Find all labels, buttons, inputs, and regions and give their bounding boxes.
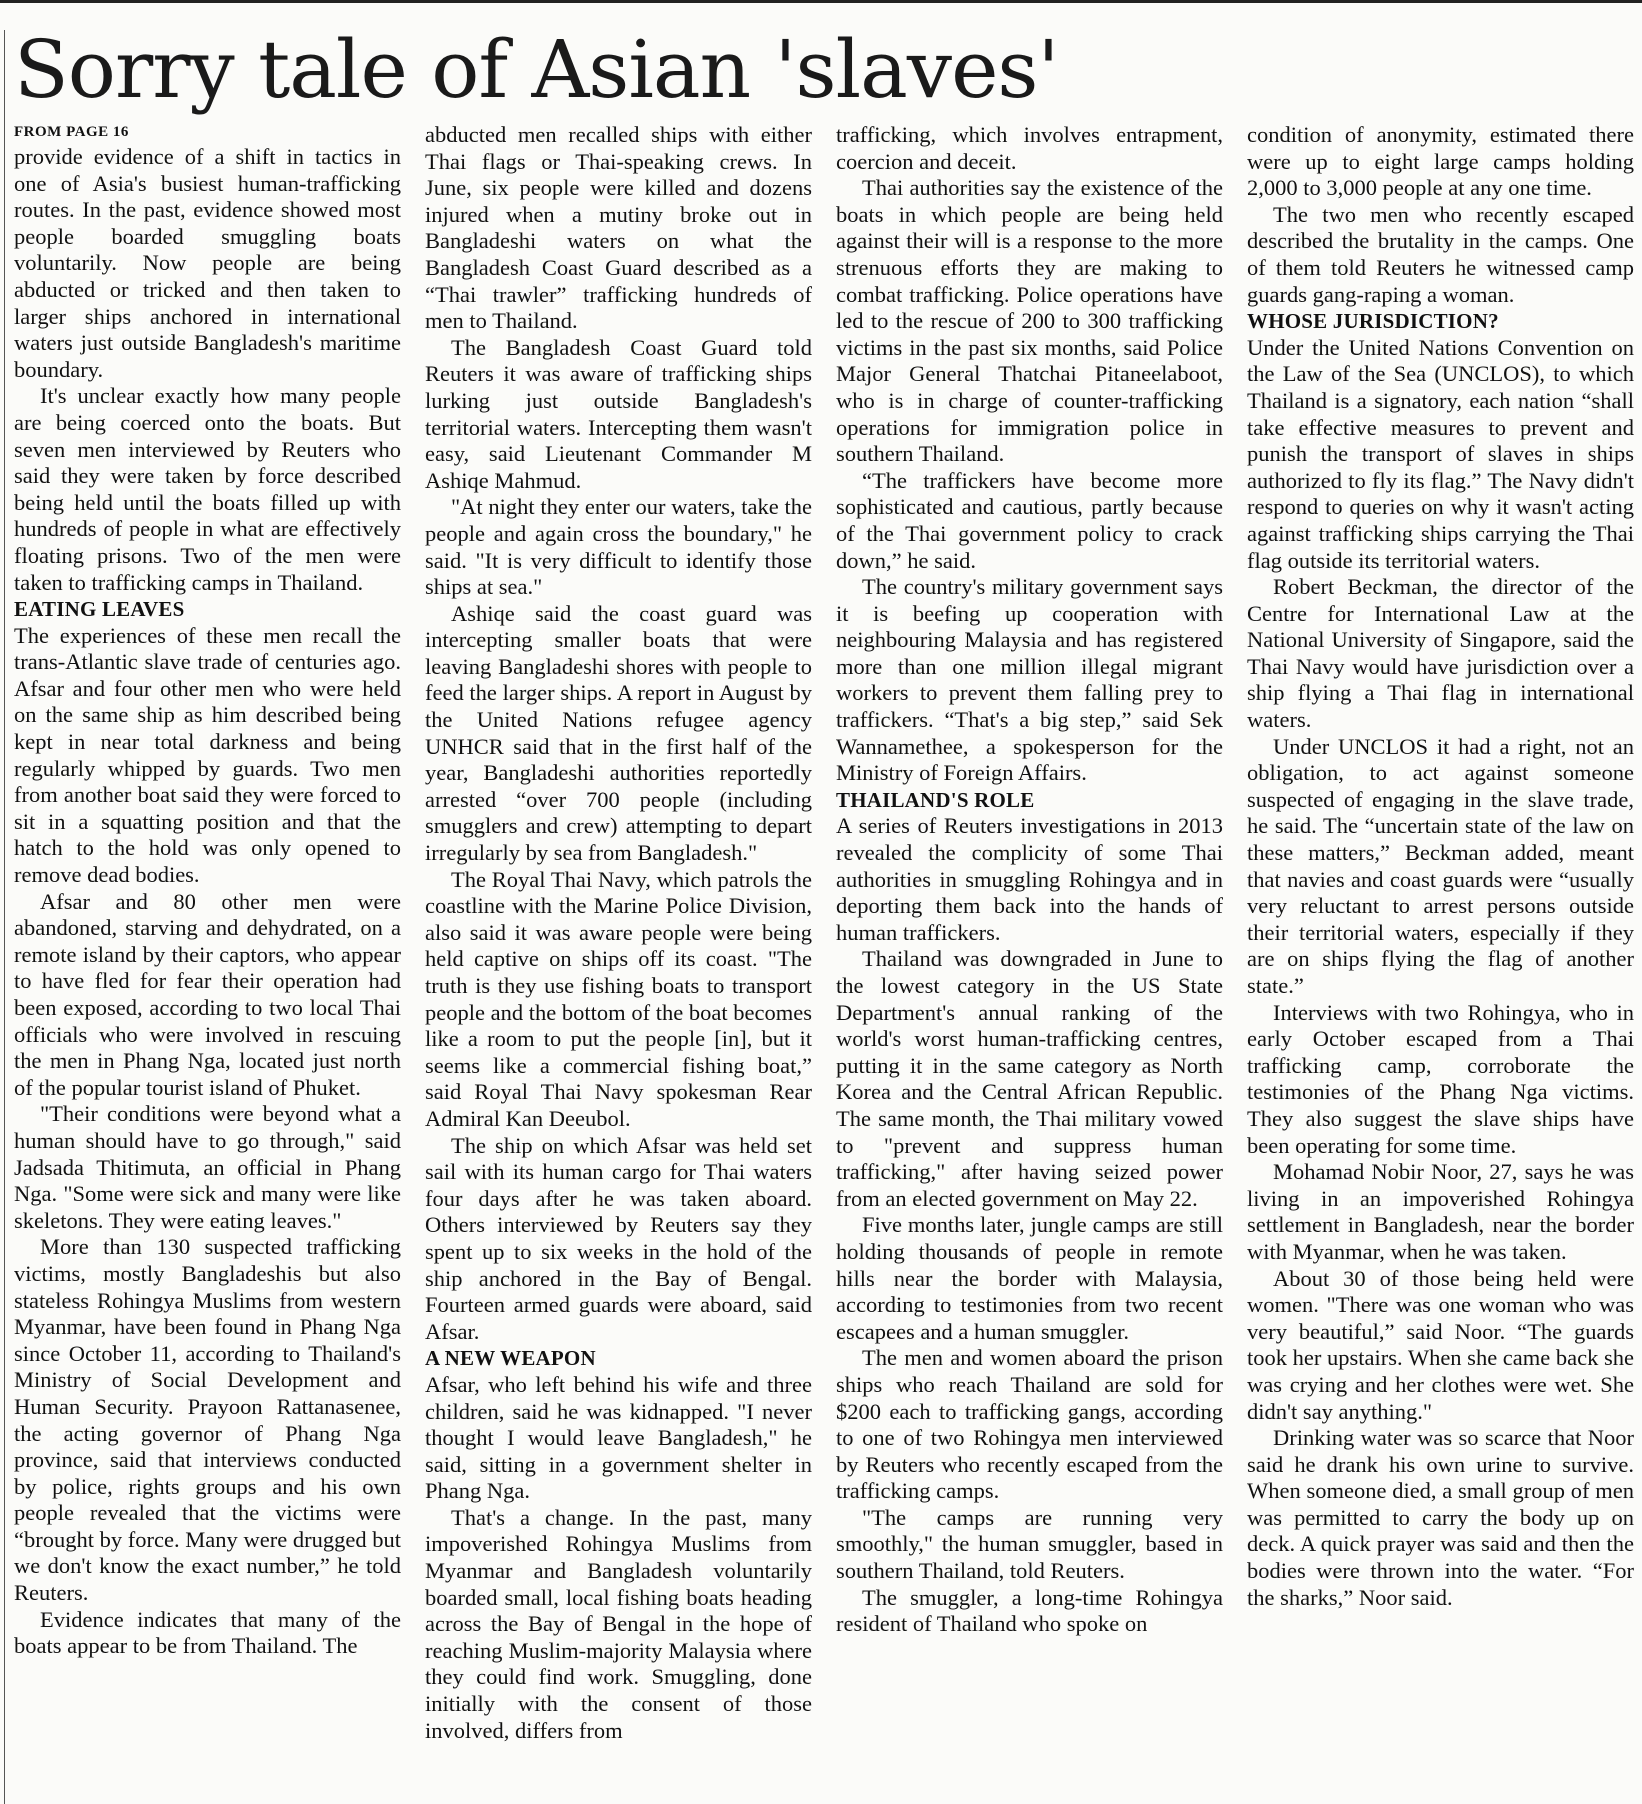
- column-4: [1247, 122, 1634, 1804]
- article-body: [14, 122, 1636, 1804]
- paragraph: That's a change. In the past, many impoverished Rohingya Muslims from Myanmar and Bangladesh voluntarily boarded small, local fishing boats heading across the Bay of Bengal in the hope of reaching Muslim-majority Malaysia where they could find work. Smuggling, done initially with the consent of those involved, differs from: [425, 1504, 812, 1743]
- continuation-label: FROM PAGE 16: [14, 124, 129, 140]
- paragraph: The experiences of these men recall the trans-Atlantic slave trade of centuries ago. Afsar and four other men who were held on the same ship as him described being kept in near total darkness and being regularly whipped by guards. Two men from another boat said they were forced to sit in a squatting position and that the hatch to the hold was only opened to remove dead bodies.: [14, 622, 401, 888]
- paragraph: Ashiqe said the coast guard was intercepting smaller boats that were leaving Bangladeshi shores with people to feed the larger ships. A report in August by the United Nations refugee agency UNHCR said that in the first half of the year, Bangladeshi authorities reportedly arrested “over 700 people (including smugglers and crew) attempting to depart irregularly by sea from Bangladesh.": [425, 600, 812, 866]
- paragraph: abducted men recalled ships with either Thai flags or Thai-speaking crews. In June, six people were killed and dozens injured when a mutiny broke out in Bangladeshi waters on what the Bangladesh Coast Guard described as a “Thai trawler” trafficking hundreds of men to Thailand.: [425, 122, 812, 334]
- paragraph: Under the United Nations Convention on the Law of the Sea (UNCLOS), to which Thailand is a signatory, each nation “shall take effective measures to prevent and punish the transport of slaves in ships authorized to fly its flag.” The Navy didn't respond to queries on why it wasn't acting against trafficking ships carrying the Thai flag outside its territorial waters.: [1247, 334, 1634, 573]
- paragraph: Afsar and 80 other men were abandoned, starving and dehydrated, on a remote island by their captors, who appear to have fled for fear their operation had been exposed, according to two local Thai officials who were involved in rescuing the men in Phang Nga, located just north of the popular tourist island of Phuket.: [14, 888, 401, 1100]
- subheading: WHOSE JURISDICTION?: [1247, 309, 1499, 334]
- paragraph: Drinking water was so scarce that Noor said he drank his own urine to survive. When someone died, a small group of men was permitted to carry the body up on deck. A quick prayer was said and then the bodies were thrown into the water. “For the sharks,” Noor said.: [1247, 1425, 1634, 1610]
- paragraph: Evidence indicates that many of the boats appear to be from Thailand. The: [14, 1606, 401, 1659]
- headline: Sorry tale of Asian 'slaves': [14, 23, 1059, 116]
- paragraph: The Bangladesh Coast Guard told Reuters it was aware of trafficking ships lurking just outside Bangladesh's territorial waters. Intercepting them wasn't easy, said Lieutenant Commander M Ashiqe Mahmud.: [425, 334, 812, 493]
- paragraph: Thai authorities say the existence of the boats in which people are being held against their will is a response to the more strenuous efforts they are making to combat trafficking. Police operations have led to the rescue of 200 to 300 trafficking victims in the past six months, said Police Major General Thatchai Pitaneelaboot, who is in charge of counter-trafficking operations for immigration police in southern Thailand.: [836, 175, 1223, 467]
- paragraph: "The camps are running very smoothly," the human smuggler, based in southern Thailand, told Reuters.: [836, 1504, 1223, 1584]
- paragraph: "At night they enter our waters, take the people and again cross the boundary," he said. "It is very difficult to identify those ships at sea.": [425, 494, 812, 600]
- paragraph: A series of Reuters investigations in 2013 revealed the complicity of some Thai authorities in smuggling Rohingya and in deporting them back into the hands of human traffickers.: [836, 813, 1223, 945]
- paragraph: More than 130 suspected trafficking victims, mostly Bangladeshis but also stateless Rohingya Muslims from western Myanmar, have been found in Phang Nga since October 11, according to Thailand's Ministry of Social Development and Human Security. Prayoon Rattanasenee, the acting governor of Phang Nga province, said that interviews conducted by police, rights groups and his own people revealed that the victims were “brought by force. Many were drugged but we don't know the exact number,” he told Reuters.: [14, 1234, 401, 1606]
- top-rule: [0, 0, 1642, 3]
- paragraph: Robert Beckman, the director of the Centre for International Law at the National University of Singapore, said the Thai Navy would have jurisdiction over a ship flying a Thai flag in international waters.: [1247, 574, 1634, 733]
- paragraph: The country's military government says it is beefing up cooperation with neighbouring Malaysia and has registered more than one million illegal migrant workers to prevent them falling prey to traffickers. “That's a big step,” said Sek Wannamethee, a spokesperson for the Ministry of Foreign Affairs.: [836, 574, 1223, 786]
- paragraph: “The traffickers have become more sophisticated and cautious, partly because of the Thai government policy to crack down,” he said.: [836, 467, 1223, 573]
- paragraph: Interviews with two Rohingya, who in early October escaped from a Thai trafficking camp, corroborate the testimonies of the Phang Nga victims. They also suggest the slave ships have been operating for some time.: [1247, 999, 1634, 1158]
- subheading: A NEW WEAPON: [425, 1346, 596, 1371]
- paragraph: Under UNCLOS it had a right, not an obligation, to act against someone suspected of engaging in the slave trade, he said. The “uncertain state of the law on these matters,” Beckman added, meant that navies and coast guards were “usually very reluctant to arrest persons outside their territorial waters, especially if they are on ships flying the flag of another state.”: [1247, 733, 1634, 998]
- paragraph: The smuggler, a long-time Rohingya resident of Thailand who spoke on: [836, 1584, 1223, 1637]
- paragraph: About 30 of those being held were women. "There was one woman who was very beautiful,” said Noor. “The guards took her upstairs. When she came back she was crying and her clothes were wet. She didn't say anything.": [1247, 1265, 1634, 1424]
- paragraph: The Royal Thai Navy, which patrols the coastline with the Marine Police Division, also said it was aware people were being held captive on ships off its coast. "The truth is they use fishing boats to transport people and the bottom of the boat becomes like a room to put the people [in], but it seems like a commercial fishing boat,” said Royal Thai Navy spokesman Rear Admiral Kan Deeubol.: [425, 866, 812, 1131]
- paragraph: Five months later, jungle camps are still holding thousands of people in remote hills near the border with Malaysia, according to testimonies from two recent escapees and a human smuggler.: [836, 1212, 1223, 1344]
- paragraph: trafficking, which involves entrapment, coercion and deceit.: [836, 122, 1223, 174]
- column-2: [425, 122, 812, 1804]
- paragraph: provide evidence of a shift in tactics in one of Asia's busiest human-trafficking routes. In the past, evidence showed most people boarded smuggling boats voluntarily. Now people are being abducted or tricked and then taken to larger ships anchored in international waters just outside Bangladesh's maritime boundary.: [14, 144, 401, 382]
- paragraph: Afsar, who left behind his wife and three children, said he was kidnapped. "I never thought I would leave Bangladesh," he said, sitting in a government shelter in Phang Nga.: [425, 1371, 812, 1504]
- subheading: EATING LEAVES: [14, 597, 185, 622]
- paragraph: The ship on which Afsar was held set sail with its human cargo for Thai waters four days after he was taken aboard. Others interviewed by Reuters say they spent up to six weeks in the hold of the ship anchored in the Bay of Bengal. Fourteen armed guards were aboard, said Afsar.: [425, 1132, 812, 1344]
- paragraph: Thailand was downgraded in June to the lowest category in the US State Department's annual ranking of the world's worst human-trafficking centres, putting it in the same category as North Korea and the Central African Republic. The same month, the Thai military vowed to "prevent and suppress human trafficking," after having seized power from an elected government on May 22.: [836, 946, 1223, 1211]
- paragraph: "Their conditions were beyond what a human should have to go through," said Jadsada Thitimuta, an official in Phang Nga. "Some were sick and many were like skeletons. They were eating leaves.": [14, 1101, 401, 1233]
- paragraph: Mohamad Nobir Noor, 27, says he was living in an impoverished Rohingya settlement in Bangladesh, near the border with Myanmar, when he was taken.: [1247, 1159, 1634, 1264]
- subheading: THAILAND'S ROLE: [836, 787, 1035, 812]
- column-3: [836, 122, 1223, 1804]
- column-1: [14, 122, 401, 1804]
- paragraph: It's unclear exactly how many people are being coerced onto the boats. But seven men interviewed by Reuters who said they were taken by force described being held until the boats filled up with hundreds of people in what are effectively floating prisons. Two of the men were taken to trafficking camps in Thailand.: [14, 383, 401, 595]
- left-rule: [4, 30, 5, 1804]
- paragraph: condition of anonymity, estimated there were up to eight large camps holding 2,000 to 3,000 people at any one time.: [1247, 122, 1634, 201]
- paragraph: The men and women aboard the prison ships who reach Thailand are sold for $200 each to trafficking gangs, according to one of two Rohingya men interviewed by Reuters who recently escaped from the trafficking camps.: [836, 1345, 1223, 1504]
- paragraph: The two men who recently escaped described the brutality in the camps. One of them told Reuters he witnessed camp guards gang-raping a woman.: [1247, 201, 1634, 307]
